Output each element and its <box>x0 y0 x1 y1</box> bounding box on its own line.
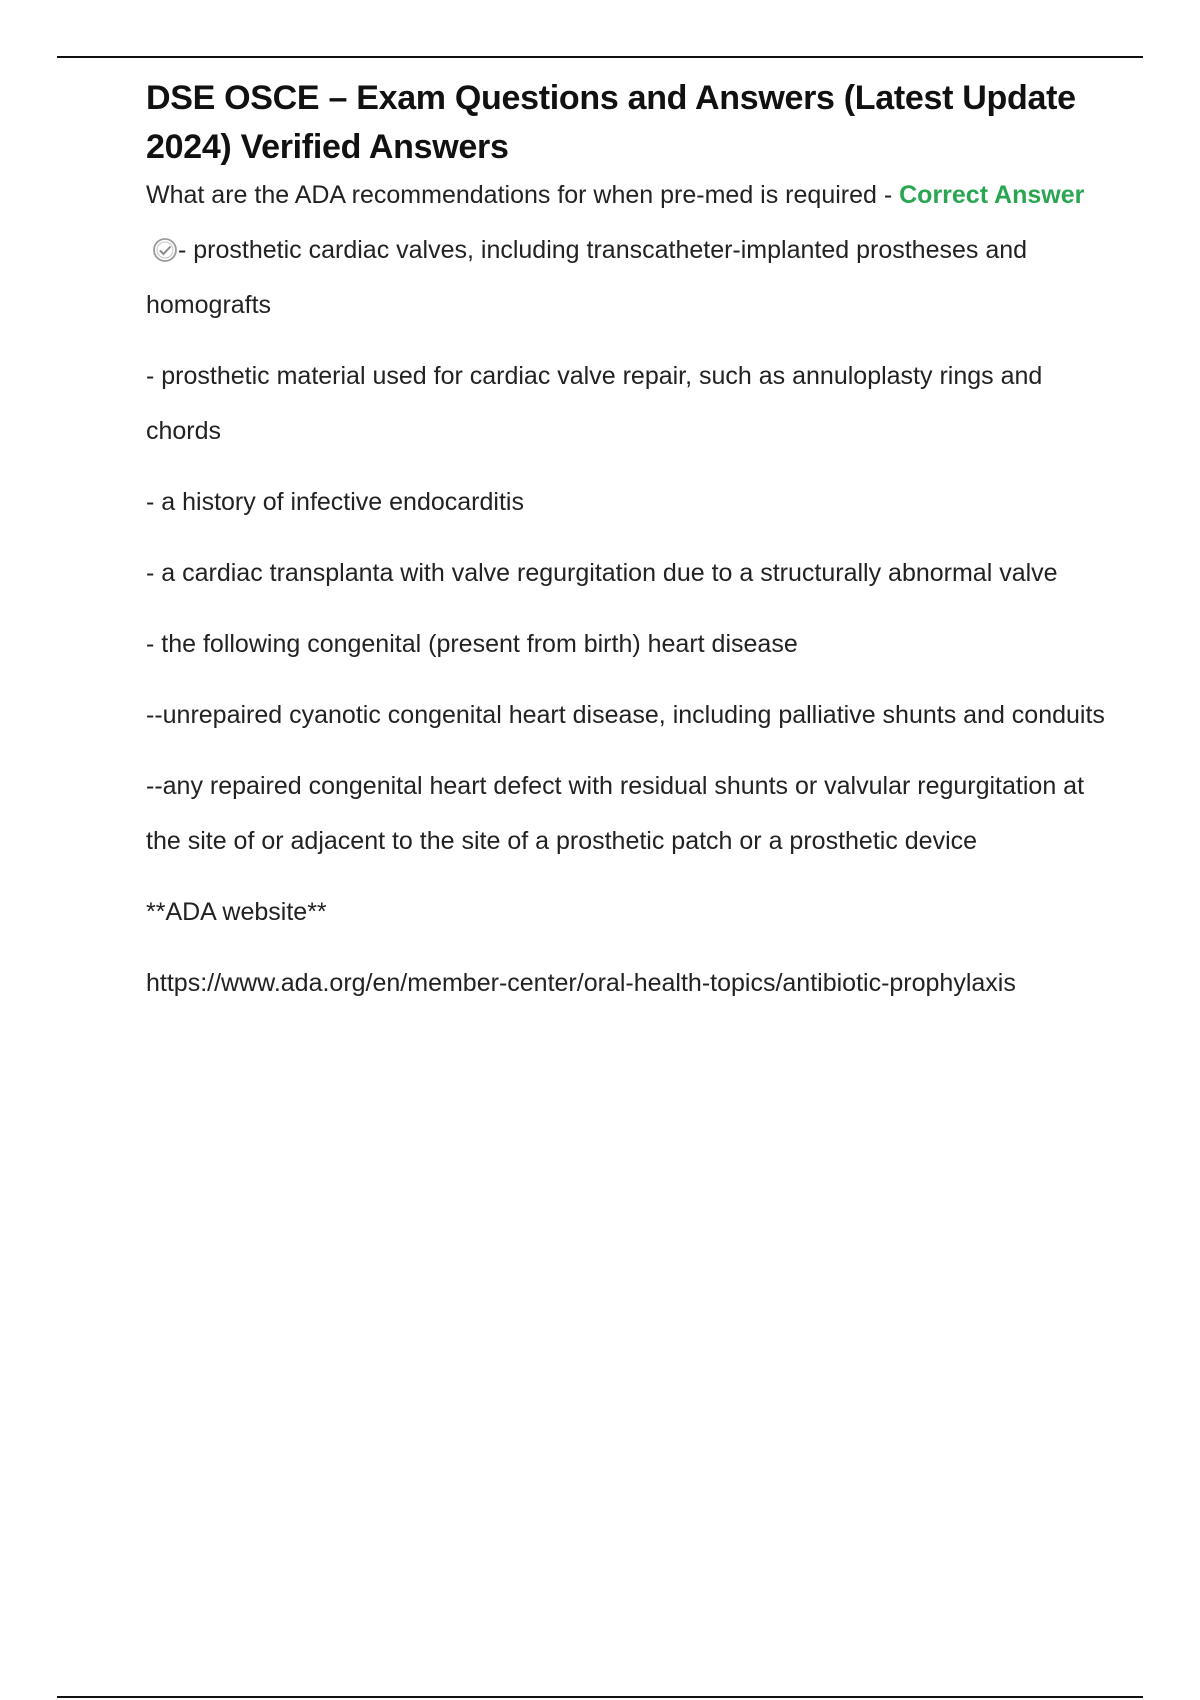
list-item: - a history of infective endocarditis <box>146 488 524 516</box>
answer-text: - prosthetic cardiac valves, including transcatheter-implanted prostheses and homografts <box>146 236 1028 319</box>
correct-answer-label: Correct Answer <box>899 181 1085 209</box>
ada-website-link[interactable]: https://www.ada.org/en/member-center/oral-health-topics/antibiotic-prophylaxis <box>146 969 1016 997</box>
list-item: - prosthetic material used for cardiac valve repair, such as annuloplasty rings and chords <box>146 362 1043 445</box>
question-text: What are the ADA recommendations for when pre-med is required - <box>146 181 900 209</box>
list-item: --any repaired congenital heart defect with residual shunts or valvular regurgitation at the site of or adjacent to the site of a prosthetic patch or a prosthetic device <box>146 772 1085 855</box>
top-divider <box>57 56 1143 58</box>
check-circle-icon <box>152 228 178 254</box>
list-item: - a cardiac transplanta with valve regurgitation due to a structurally abnormal valve <box>146 559 1058 587</box>
question-paragraph <box>146 168 1106 333</box>
ada-website-label: **ADA website** <box>146 898 327 926</box>
list-item: - the following congenital (present from birth) heart disease <box>146 630 798 658</box>
document-body <box>146 74 1106 1027</box>
list-item: --unrepaired cyanotic congenital heart disease, including palliative shunts and conduits <box>146 701 1105 729</box>
page-title: DSE OSCE – Exam Questions and Answers (Latest Update 2024) Verified Answers <box>146 79 1076 166</box>
bottom-divider <box>57 1696 1143 1698</box>
